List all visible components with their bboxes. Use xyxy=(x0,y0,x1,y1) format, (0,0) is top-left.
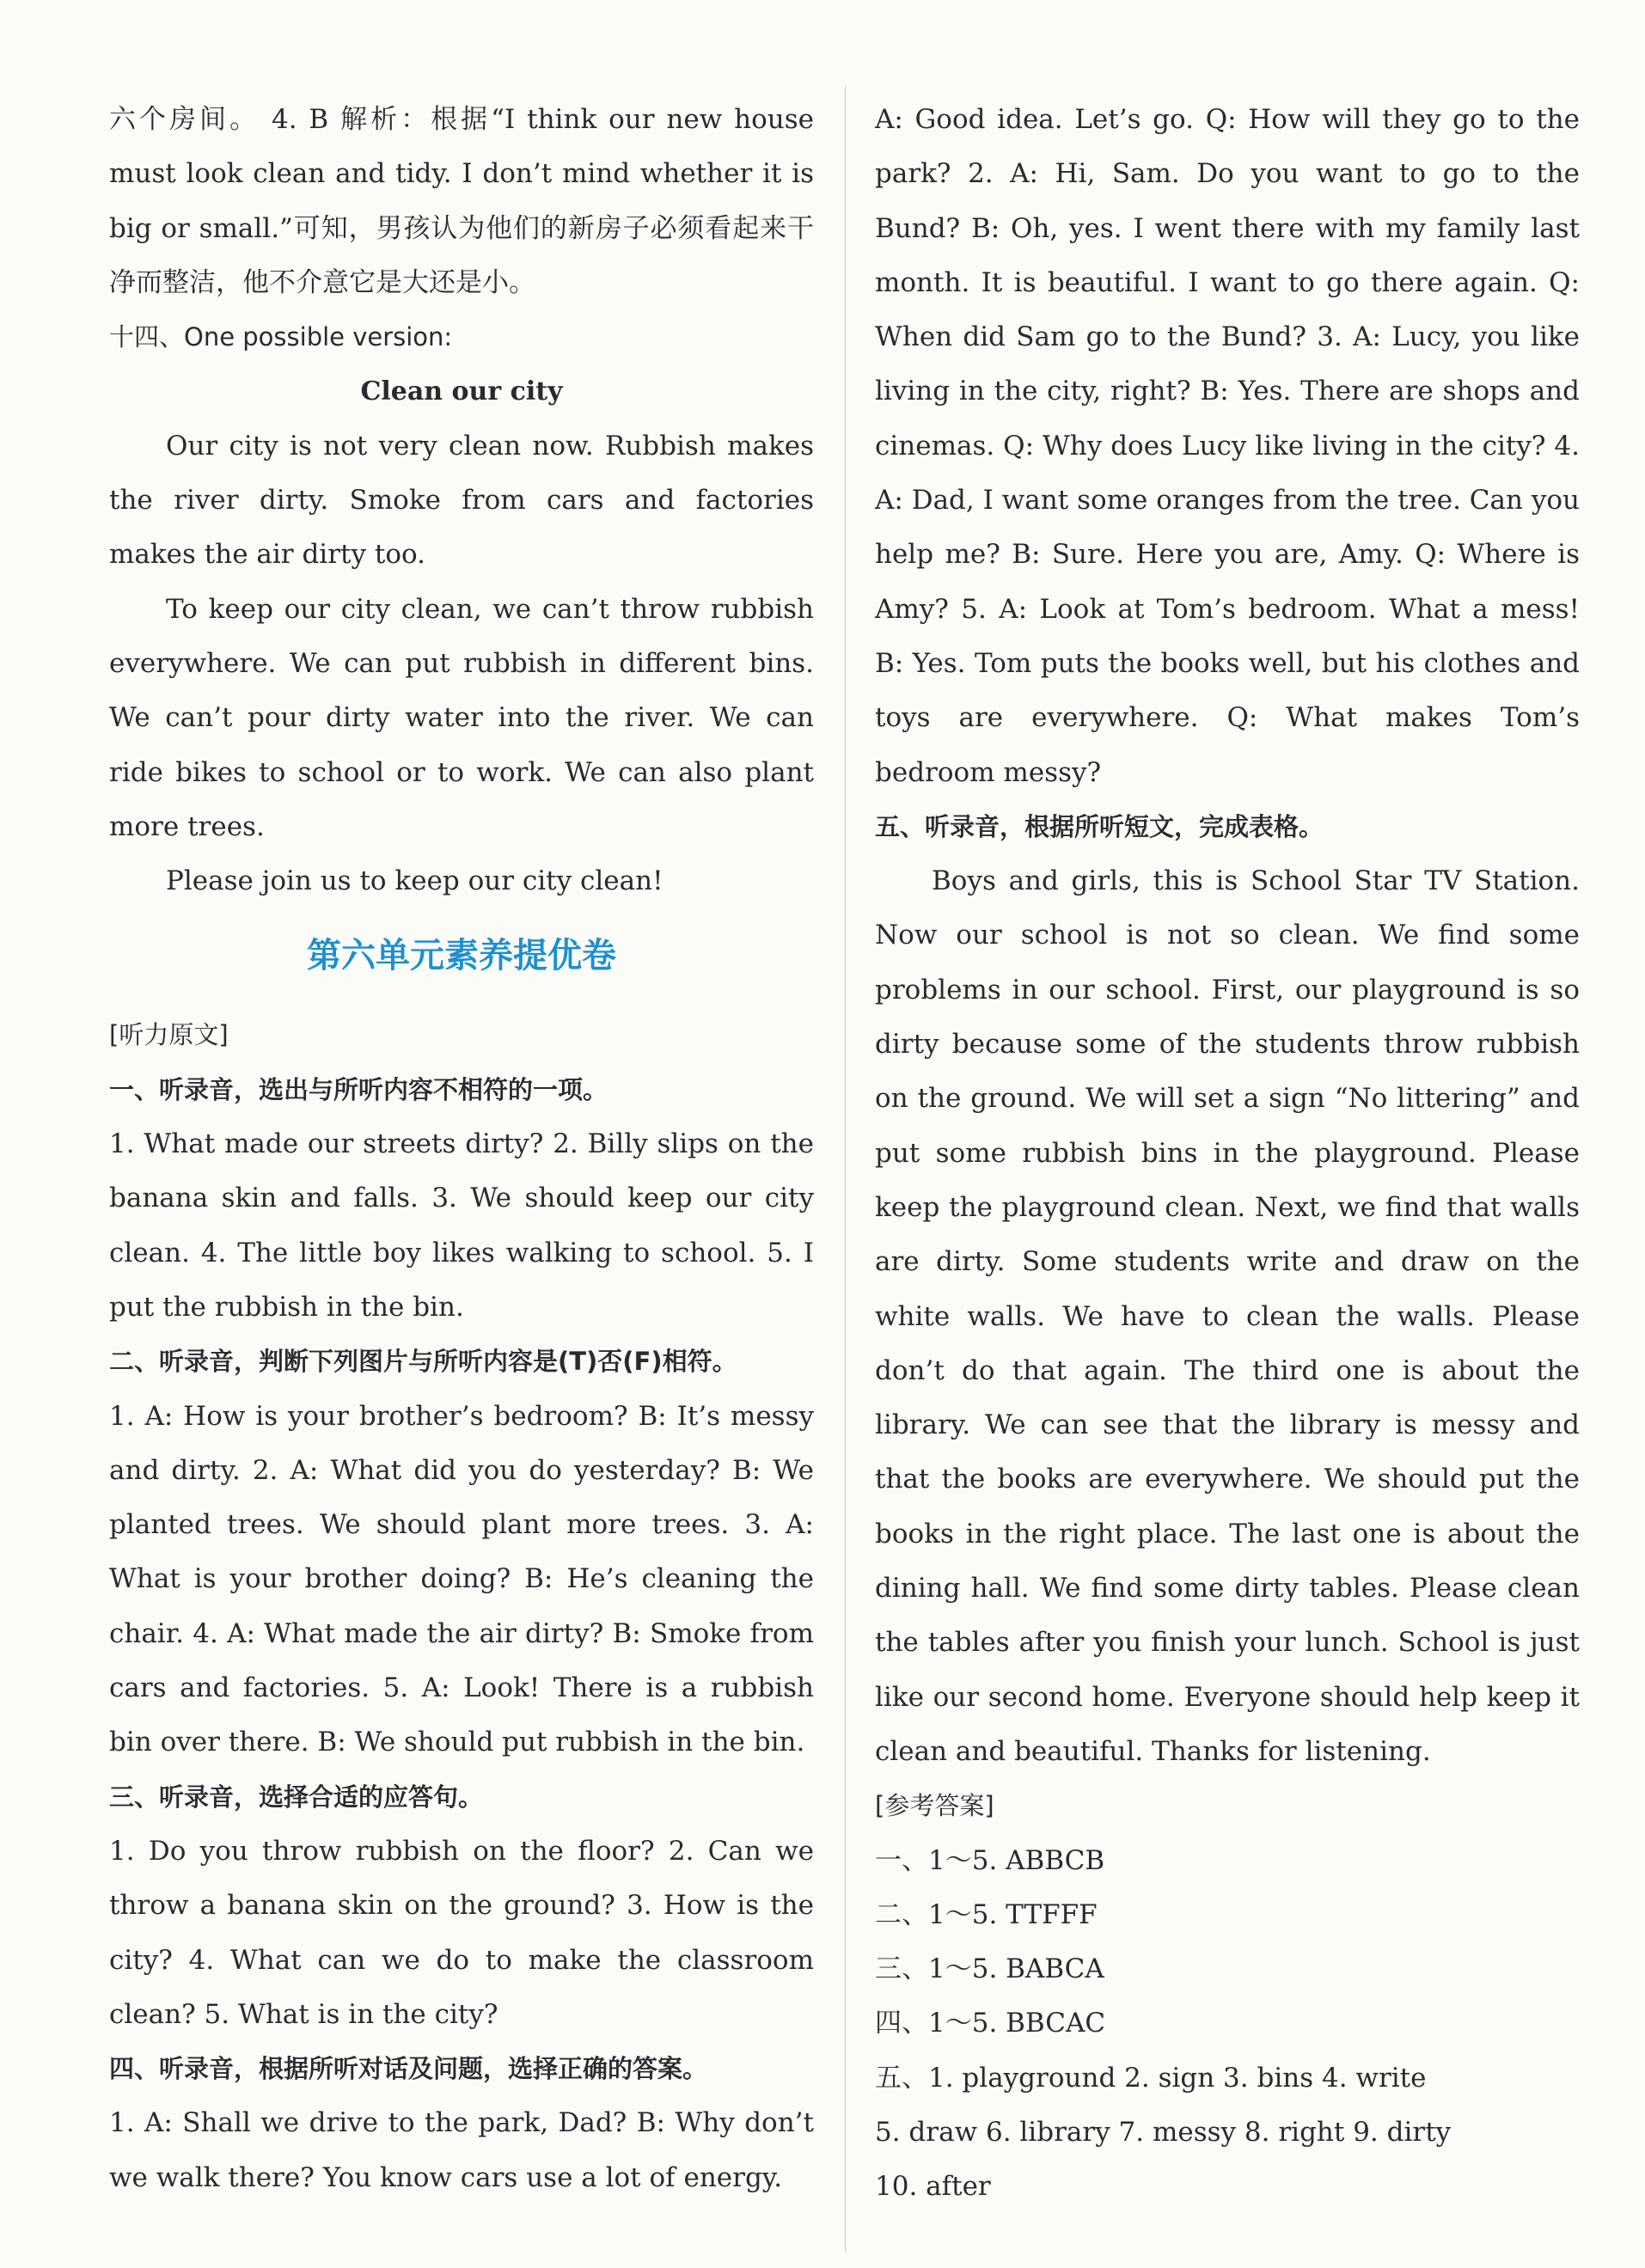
essay-paragraph-1: Our city is not very clean now. Rubbish makes the river dirty. Smoke from cars and factories makes the air dirty too. xyxy=(109,430,814,571)
transcript-label: [听力原文] xyxy=(109,1020,229,1050)
answer-line-5a: 五、1. playground 2. sign 3. bins 4. write xyxy=(875,2062,1427,2094)
section-2-heading: 二、听录音，判断下列图片与所听内容是(T)否(F)相符。 xyxy=(109,1347,737,1377)
section-2-text: 1. A: How is your brother’s bedroom? B: It’s messy and dirty. 2. A: What did you do yesterday? B: We planted trees. We should plant more trees. 3. A: What is your brother doing? B: He’s cleaning the chair. 4. A: What made the air dirty? B: Smoke from cars and factories. 5. A: Look! There is a rubbish bin over there. B: We should put rubbish in the bin. xyxy=(109,1400,814,1758)
section-4-continued: A: Good idea. Let’s go. Q: How will they go to the park? 2. A: Hi, Sam. Do you want to go to the Bund? B: Oh, yes. I went there with my family last month. It is beautiful. I want to go there again. Q: When did Sam go to the Bund? 3. A: Lucy, you like living in the city, right? B: Yes. There are shops and cinemas. Q: Why does Lucy like living in the city? 4. A: Dad, I want some oranges from the tree. Can you help me? B: Sure. Here you are, Amy. Q: Where is Amy? 5. A: Look at Tom’s bedroom. What a mess! B: Yes. Tom puts the books well, but his clothes and toys are everywhere. Q: What makes Tom’s bedroom messy? xyxy=(875,104,1580,788)
section-5-heading: 五、听录音，根据所听短文，完成表格。 xyxy=(875,811,1324,841)
section-5-text: Boys and girls, this is School Star TV Station. Now our school is not so clean. We find some problems in our school. First, our playground is so dirty because some of the students throw rubbish on the ground. We will set a sign “No littering” and put some rubbish bins in the playground. Please keep the playground clean. Next, we find that walls are dirty. Some students write and draw on the white walls. We have to clean the walls. Please don’t do that again. The third one is about the library. We can see that the library is messy and that the books are everywhere. We should put the books in the right place. The last one is about the dining hall. We find some dirty tables. Please clean the tables after you finish your lunch. School is just like our second home. Everyone should help keep it clean and beautiful. Thanks for listening. xyxy=(875,865,1580,1767)
answers-label: [参考答案] xyxy=(875,1791,994,1821)
essay-title: Clean our city xyxy=(360,376,563,407)
answer-line-3: 三、1～5. BABCA xyxy=(875,1953,1104,1985)
answer-line-5b: 5. draw 6. library 7. messy 8. right 9. dirty xyxy=(875,2116,1452,2148)
essay-paragraph-3: Please join us to keep our city clean! xyxy=(166,865,664,897)
answer-continuation: 六个房间。 4. B 解析：根据“I think our new house must look clean and tidy. I don’t mind whether it is big or small.”可知，男孩认为他们的新房子必须看起来干净而整洁，他不介意它是大还是小。 xyxy=(109,104,814,298)
essay-paragraph-2: To keep our city clean, we can’t throw rubbish everywhere. We can put rubbish in different bins. We can’t pour dirty water into the river. We can ride bikes to school or to work. We can also plant more trees. xyxy=(109,593,814,842)
answer-line-1: 一、1～5. ABBCB xyxy=(875,1844,1105,1876)
unit-title: 第六单元素养提优卷 xyxy=(307,936,616,976)
section-1-heading: 一、听录音，选出与所听内容不相符的一项。 xyxy=(109,1074,608,1104)
section-3-heading: 三、听录音，选择合适的应答句。 xyxy=(109,1782,484,1812)
answer-line-5c: 10. after xyxy=(875,2171,991,2203)
section-14-heading: 十四、One possible version: xyxy=(109,322,453,352)
section-4-text: 1. A: Shall we drive to the park, Dad? B: Why don’t we walk there? You know cars use a lot of energy. xyxy=(109,2107,814,2193)
answer-line-4: 四、1～5. BBCAC xyxy=(875,2008,1106,2039)
column-divider xyxy=(845,86,846,2252)
left-column xyxy=(109,93,814,2205)
right-column xyxy=(875,93,1580,2215)
section-4-heading: 四、听录音，根据所听对话及问题，选择正确的答案。 xyxy=(109,2054,708,2084)
section-3-text: 1. Do you throw rubbish on the floor? 2. Can we throw a banana skin on the ground? 3. How is the city? 4. What can we do to make the classroom clean? 5. What is in the city? xyxy=(109,1835,814,2030)
answer-line-2: 二、1～5. TTFFF xyxy=(875,1898,1098,1930)
section-1-text: 1. What made our streets dirty? 2. Billy slips on the banana skin and falls. 3. We should keep our city clean. 4. The little boy likes walking to school. 5. I put the rubbish in the bin. xyxy=(109,1128,814,1323)
